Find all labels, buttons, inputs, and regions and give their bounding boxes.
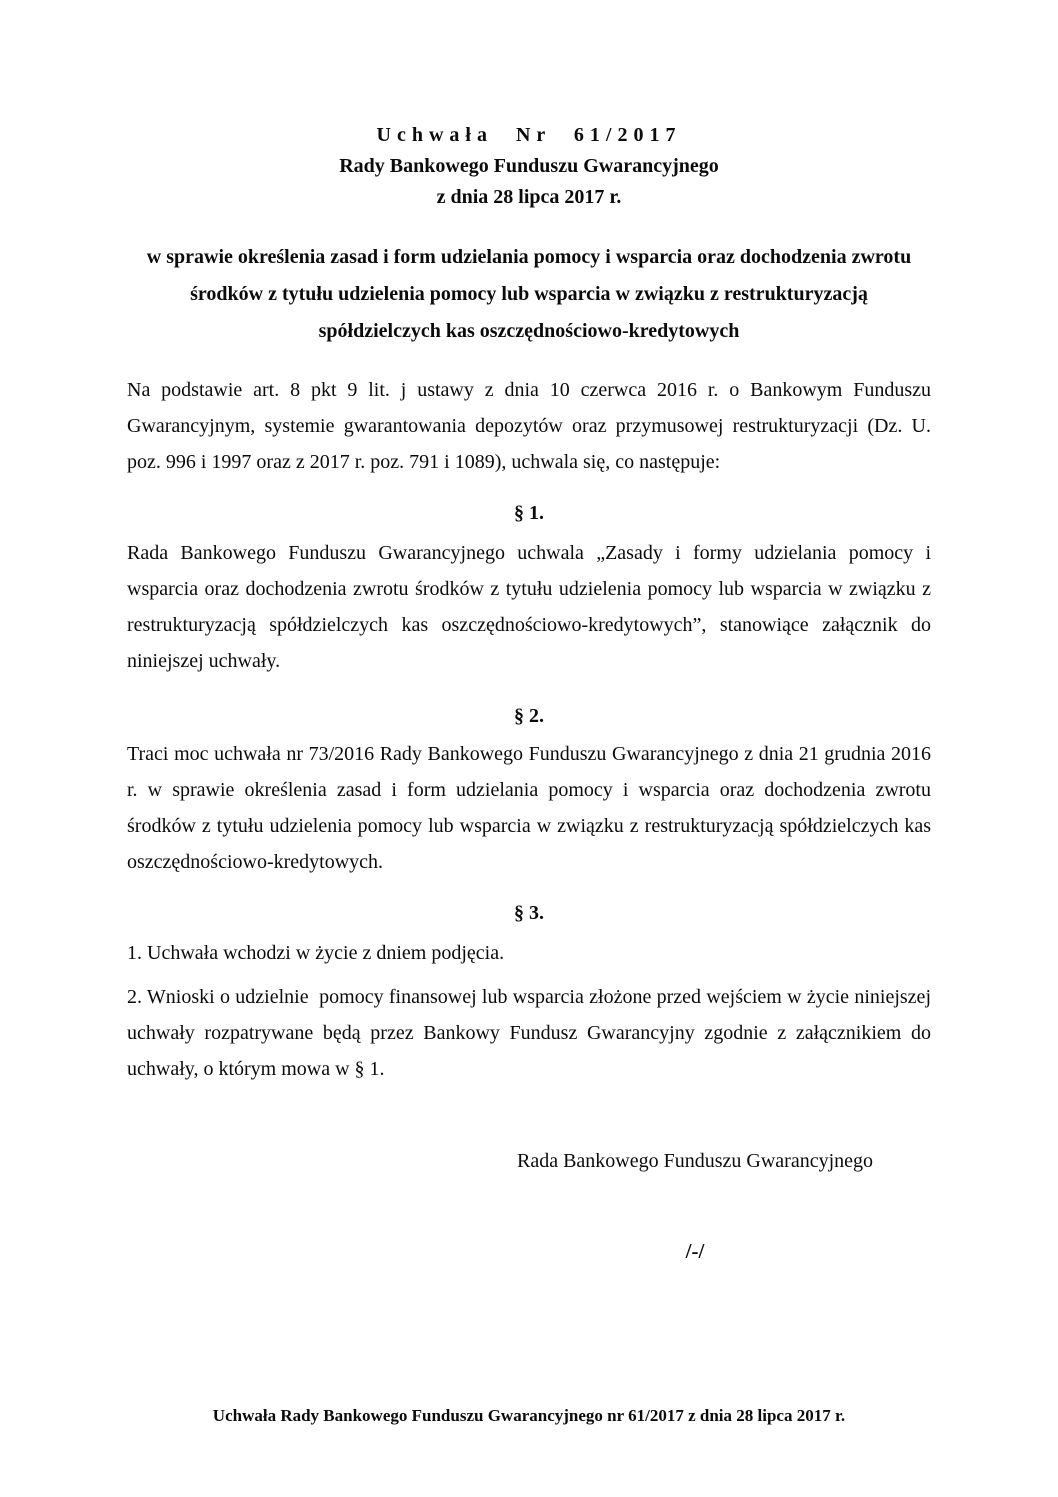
section-3-item-2: 2. Wnioski o udzielnie pomocy finansowej lub wsparcia złożone przed wejściem w życie niniejszej uchwały rozpatrywane będą przez Bankowy Fundusz Gwarancyjny zgodnie z załącznikiem do uchwały, o którym mowa w § 1. (127, 986, 931, 1080)
document-header (127, 120, 931, 213)
section-1-paragraph: Rada Bankowego Funduszu Gwarancyjnego uchwala „Zasady i formy udzielania pomocy i wsparcia oraz dochodzenia zwrotu środków z tytułu udzielenia pomocy lub wsparcia w związku z restrukturyzacją spółdzielczych kas oszczędnościowo-kredytowych”, stanowiące załącznik do niniejszej uchwały. (127, 542, 931, 672)
section-3-item-1: 1. Uchwała wchodzi w życie z dniem podjęcia. (127, 942, 505, 964)
preamble-paragraph: Na podstawie art. 8 pkt 9 lit. j ustawy z dnia 10 czerwca 2016 r. o Bankowym Funduszu Gwarancyjnym, systemie gwarantowania depozytów oraz przymusowej restrukturyzacji (Dz. U. poz. 996 i 1997 oraz z 2017 r. poz. 791 i 1089), uchwala się, co następuje: (127, 379, 931, 473)
section-3-heading: § 3. (514, 902, 544, 924)
document-title: Uchwała Nr 61/2017 (376, 124, 682, 146)
section-2 (127, 701, 931, 880)
signature-mark: /-/ (685, 1239, 705, 1263)
page-footer: Uchwała Rady Bankowego Funduszu Gwarancyjnego nr 61/2017 z dnia 28 lipca 2017 r. (212, 1406, 846, 1425)
section-3 (127, 898, 931, 1087)
section-2-paragraph: Traci moc uchwała nr 73/2016 Rady Bankowego Funduszu Gwarancyjnego z dnia 21 grudnia 2016 r. w sprawie określenia zasad i form udzielania pomocy i wsparcia oraz dochodzenia zwrotu środków z tytułu udzielenia pomocy lub wsparcia w związku z restrukturyzacją spółdzielczych kas oszczędnościowo-kredytowych. (127, 743, 931, 873)
signature-block (503, 1143, 887, 1269)
section-2-heading: § 2. (514, 705, 544, 727)
signature-body-name: Rada Bankowego Funduszu Gwarancyjnego (516, 1150, 874, 1172)
document-date: z dnia 28 lipca 2017 r. (436, 186, 622, 208)
section-1-heading: § 1. (514, 502, 544, 524)
document-subject: w sprawie określenia zasad i form udzielania pomocy i wsparcia oraz dochodzenia zwrotu środków z tytułu udzielenia pomocy lub wsparcia w związku z restrukturyzacją spółdzielczych kas oszczędnościowo-kredytowych (146, 246, 912, 342)
issuing-body: Rady Bankowego Funduszu Gwarancyjnego (339, 155, 719, 177)
section-1 (127, 498, 931, 679)
